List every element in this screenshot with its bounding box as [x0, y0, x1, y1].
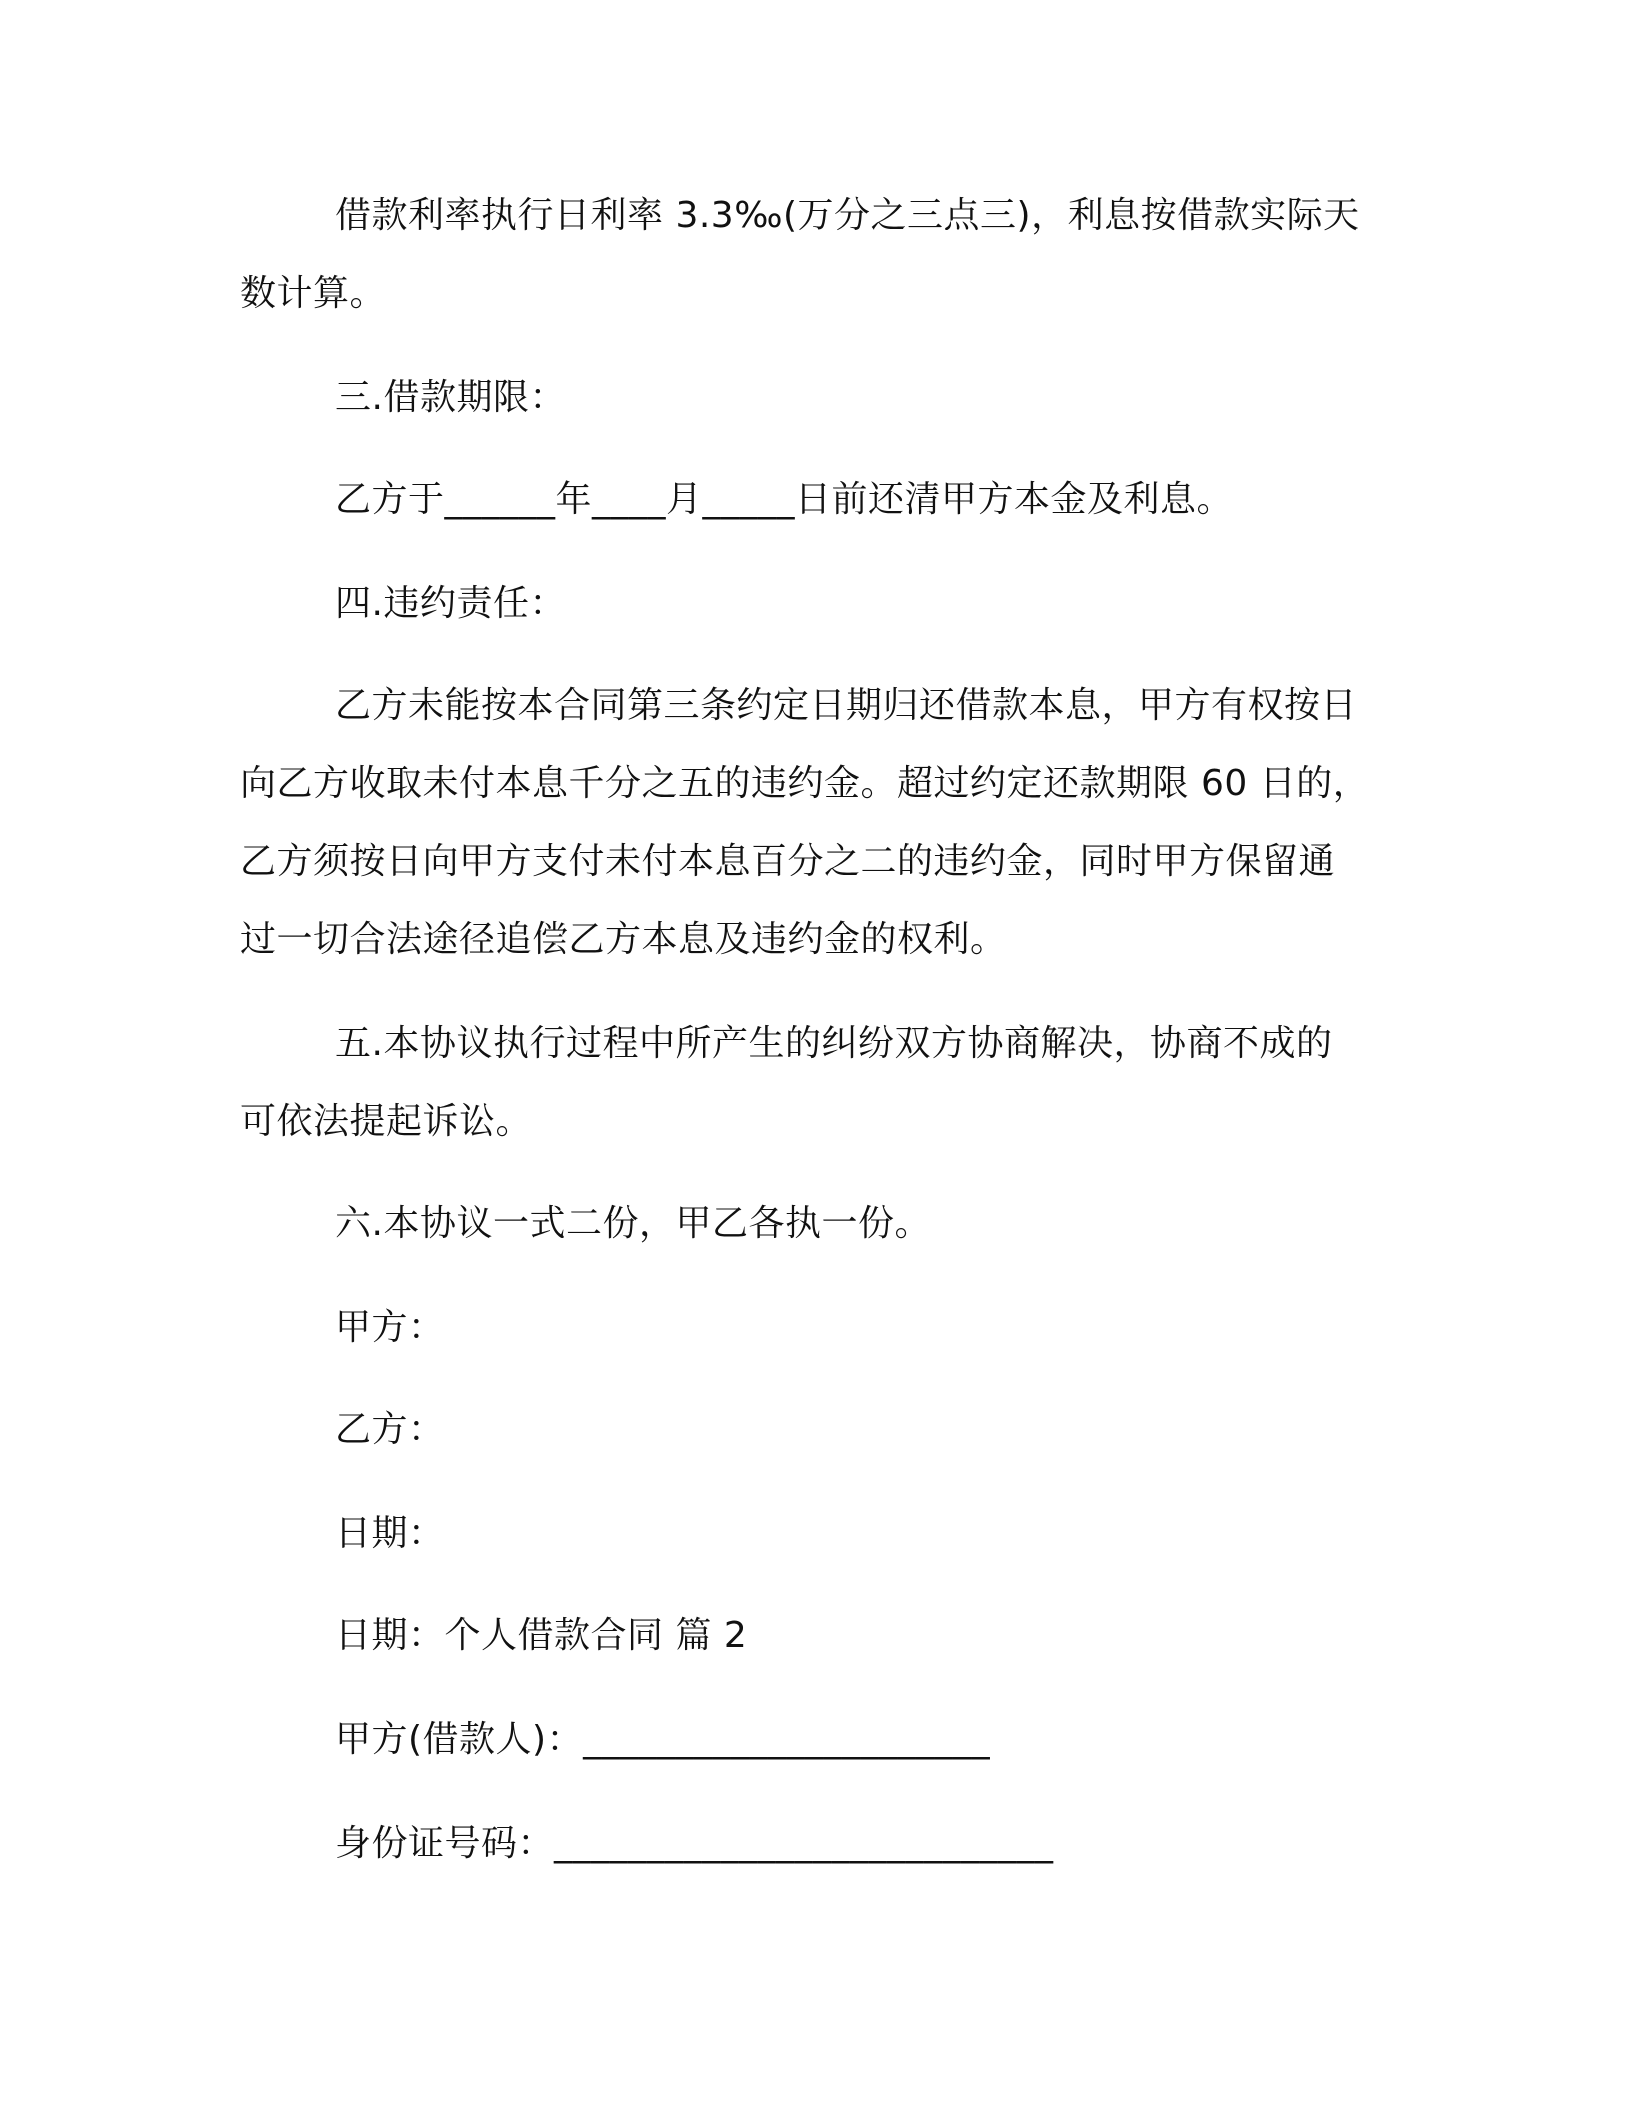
dispute-line-1: 五.本协议执行过程中所产生的纠纷双方协商解决，协商不成的 — [335, 1023, 1333, 1064]
repayment-deadline-line: 乙方于______年____月_____日前还清甲方本金及利息。 — [335, 479, 1234, 520]
copies-clause: 六.本协议一式二份，甲乙各执一份。 — [335, 1203, 931, 1244]
borrower-field: 甲方(借款人)：______________________ — [335, 1719, 991, 1760]
interest-rate-line-1: 借款利率执行日利率 3.3‰(万分之三点三)，利息按借款实际天 — [335, 195, 1360, 236]
breach-line-4: 过一切合法途径追偿乙方本息及违约金的权利。 — [240, 919, 1007, 960]
section-3-heading: 三.借款期限： — [335, 377, 566, 418]
id-number-field: 身份证号码：___________________________ — [335, 1823, 1054, 1864]
section-4-heading: 四.违约责任： — [335, 583, 566, 624]
dispute-line-2: 可依法提起诉讼。 — [240, 1101, 533, 1142]
party-a-label: 甲方： — [335, 1307, 445, 1348]
date-label: 日期： — [335, 1513, 445, 1554]
interest-rate-line-2: 数计算。 — [240, 273, 387, 314]
breach-line-3: 乙方须按日向甲方支付未付本息百分之二的违约金，同时甲方保留通 — [240, 841, 1336, 882]
party-b-label: 乙方： — [335, 1409, 445, 1450]
breach-line-1: 乙方未能按本合同第三条约定日期归还借款本息，甲方有权按日 — [335, 685, 1358, 726]
date-and-contract-title: 日期：个人借款合同 篇 2 — [335, 1615, 748, 1656]
breach-line-2: 向乙方收取未付本息千分之五的违约金。超过约定还款期限 60 日的， — [240, 763, 1370, 804]
